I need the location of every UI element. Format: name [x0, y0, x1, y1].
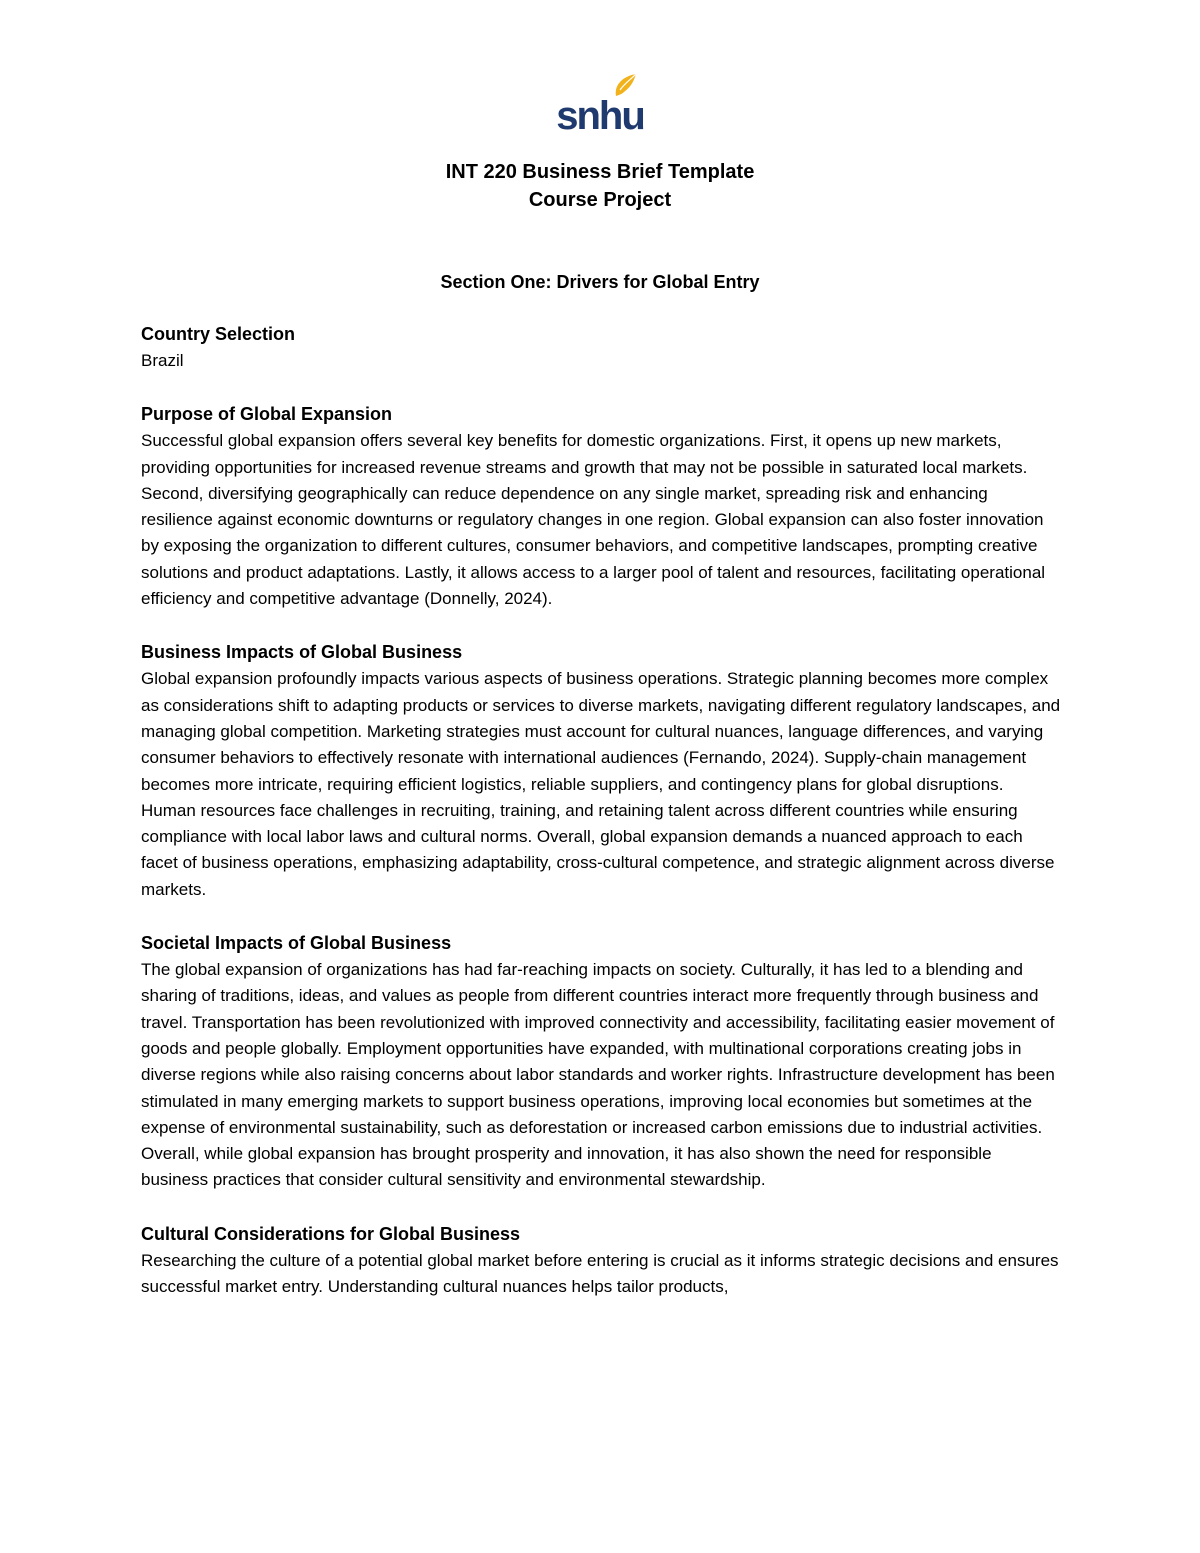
section-body: The global expansion of organizations has had far-reaching impacts on society. Culturally, it has led to a blending and sharing of traditions, ideas, and values as people from different countries interact more frequently through business and travel. Transportation has been revolutionized with improved connectivity and accessibility, facilitating easier movement of goods and people globally. Employment opportunities have expanded, with multinational corporations creating jobs in diverse regions while also raising concerns about labor standards and worker rights. Infrastructure development has been stimulated in many emerging markets to support business operations, improving local economies but sometimes at the expense of environmental sustainability, such as deforestation or increased carbon emissions due to industrial activities. Overall, while global expansion has brought prosperity and innovation, it has also shown the need for responsible business practices that consider cultural sensitivity and environmental stewardship. [141, 960, 1055, 1190]
section-business-impacts [141, 638, 1061, 903]
svg-text:snhu: snhu [556, 94, 644, 136]
title-line-2: Course Project [528, 189, 672, 211]
section-heading: Country Selection [141, 324, 296, 344]
section-heading: Societal Impacts of Global Business [141, 933, 452, 954]
section-body: Brazil [141, 351, 184, 370]
section-country-selection [141, 320, 1061, 374]
section-title: Section One: Drivers for Global Entry [440, 272, 760, 292]
document-title [0, 158, 1200, 214]
snhu-logo [550, 70, 650, 136]
section-cultural-considerations [141, 1220, 1061, 1301]
section-body: Researching the culture of a potential global market before entering is crucial as it informs strategic decisions and ensures successful market entry. Understanding cultural nuances helps tailor products, [141, 1250, 1059, 1297]
title-line-1: INT 220 Business Brief Template [445, 161, 755, 183]
section-body: Successful global expansion offers several key benefits for domestic organizations. First, it opens up new markets, providing opportunities for increased revenue streams and growth that may not be possible in saturated local markets. Second, diversifying geographically can reduce dependence on any single market, spreading risk and enhancing resilience against economic downturns or regulatory changes in one region. Global expansion can also foster innovation by exposing the organization to different cultures, consumer behaviors, and competitive landscapes, prompting creative solutions and product adaptations. Lastly, it allows access to a larger pool of talent and resources, facilitating operational efficiency and competitive advantage (Donnelly, 2024). [141, 431, 1046, 609]
section-purpose-of-global-expansion [141, 400, 1061, 612]
section-heading: Cultural Considerations for Global Business [141, 1223, 521, 1244]
section-body: Global expansion profoundly impacts various aspects of business operations. Strategic planning becomes more complex as considerations shift to adapting products or services to diverse markets, navigating different regulatory landscapes, and managing global competition. Marketing strategies must account for cultural nuances, language differences, and varying consumer behaviors to effectively resonate with international audiences (Fernando, 2024). Supply-chain management becomes more intricate, requiring efficient logistics, reliable suppliers, and contingency plans for global disruptions. Human resources face challenges in recruiting, training, and retaining talent across different countries while ensuring compliance with local labor laws and cultural norms. Overall, global expansion demands a nuanced approach to each facet of business operations, emphasizing adaptability, cross-cultural competence, and strategic alignment across diverse markets. [141, 669, 1061, 899]
section-heading: Business Impacts of Global Business [141, 642, 463, 663]
section-heading: Purpose of Global Expansion [141, 404, 393, 425]
document-body [141, 320, 1061, 1300]
section-societal-impacts [141, 929, 1061, 1194]
